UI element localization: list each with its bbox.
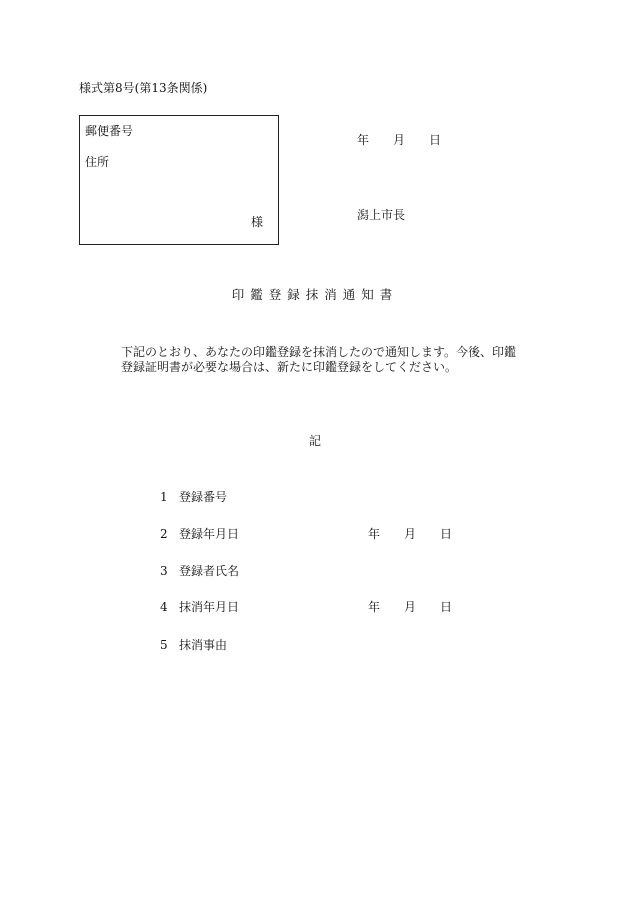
- item-number: 5: [160, 638, 168, 652]
- item-cancellation-reason: [160, 639, 227, 651]
- item-label: 登録年月日: [179, 527, 240, 541]
- date-day: 日: [440, 600, 453, 614]
- item-label: 抹消年月日: [179, 600, 240, 614]
- registration-date-value: [368, 528, 452, 540]
- postal-code-label: 郵便番号: [85, 124, 134, 138]
- ki-heading: 記: [308, 434, 321, 448]
- body-line-1: 下記のとおり、あなたの印鑑登録を抹消したので通知します。今後、印鑑: [121, 345, 517, 359]
- date-month: 月: [404, 527, 417, 541]
- item-cancellation-date: [160, 601, 239, 613]
- item-label: 登録番号: [179, 490, 228, 504]
- cancellation-date-value: [368, 601, 452, 613]
- date-day: 日: [440, 527, 453, 541]
- item-registration-number: [160, 491, 227, 503]
- document-title: 印鑑登録抹消通知書: [231, 287, 399, 302]
- date-year: 年: [368, 527, 381, 541]
- date-month: 月: [404, 600, 417, 614]
- honorific-label: 様: [251, 215, 264, 229]
- address-label: 住所: [85, 155, 110, 169]
- issue-date: [357, 134, 441, 146]
- item-registrant-name: [160, 565, 239, 577]
- body-text: [121, 345, 521, 375]
- sender-name: 潟上市長: [357, 208, 406, 222]
- item-registration-date: [160, 528, 239, 540]
- date-year: 年: [368, 600, 381, 614]
- issue-date-month: 月: [393, 133, 406, 147]
- item-label: 抹消事由: [179, 638, 228, 652]
- item-number: 1: [160, 490, 168, 504]
- item-number: 2: [160, 527, 168, 541]
- item-number: 4: [160, 600, 168, 614]
- issue-date-day: 日: [429, 133, 442, 147]
- body-line-2: 登録証明書が必要な場合は、新たに印鑑登録をしてください。: [121, 360, 458, 374]
- form-number: 様式第8号(第13条関係): [79, 81, 208, 95]
- issue-date-year: 年: [357, 133, 370, 147]
- item-label: 登録者氏名: [179, 564, 240, 578]
- item-number: 3: [160, 564, 168, 578]
